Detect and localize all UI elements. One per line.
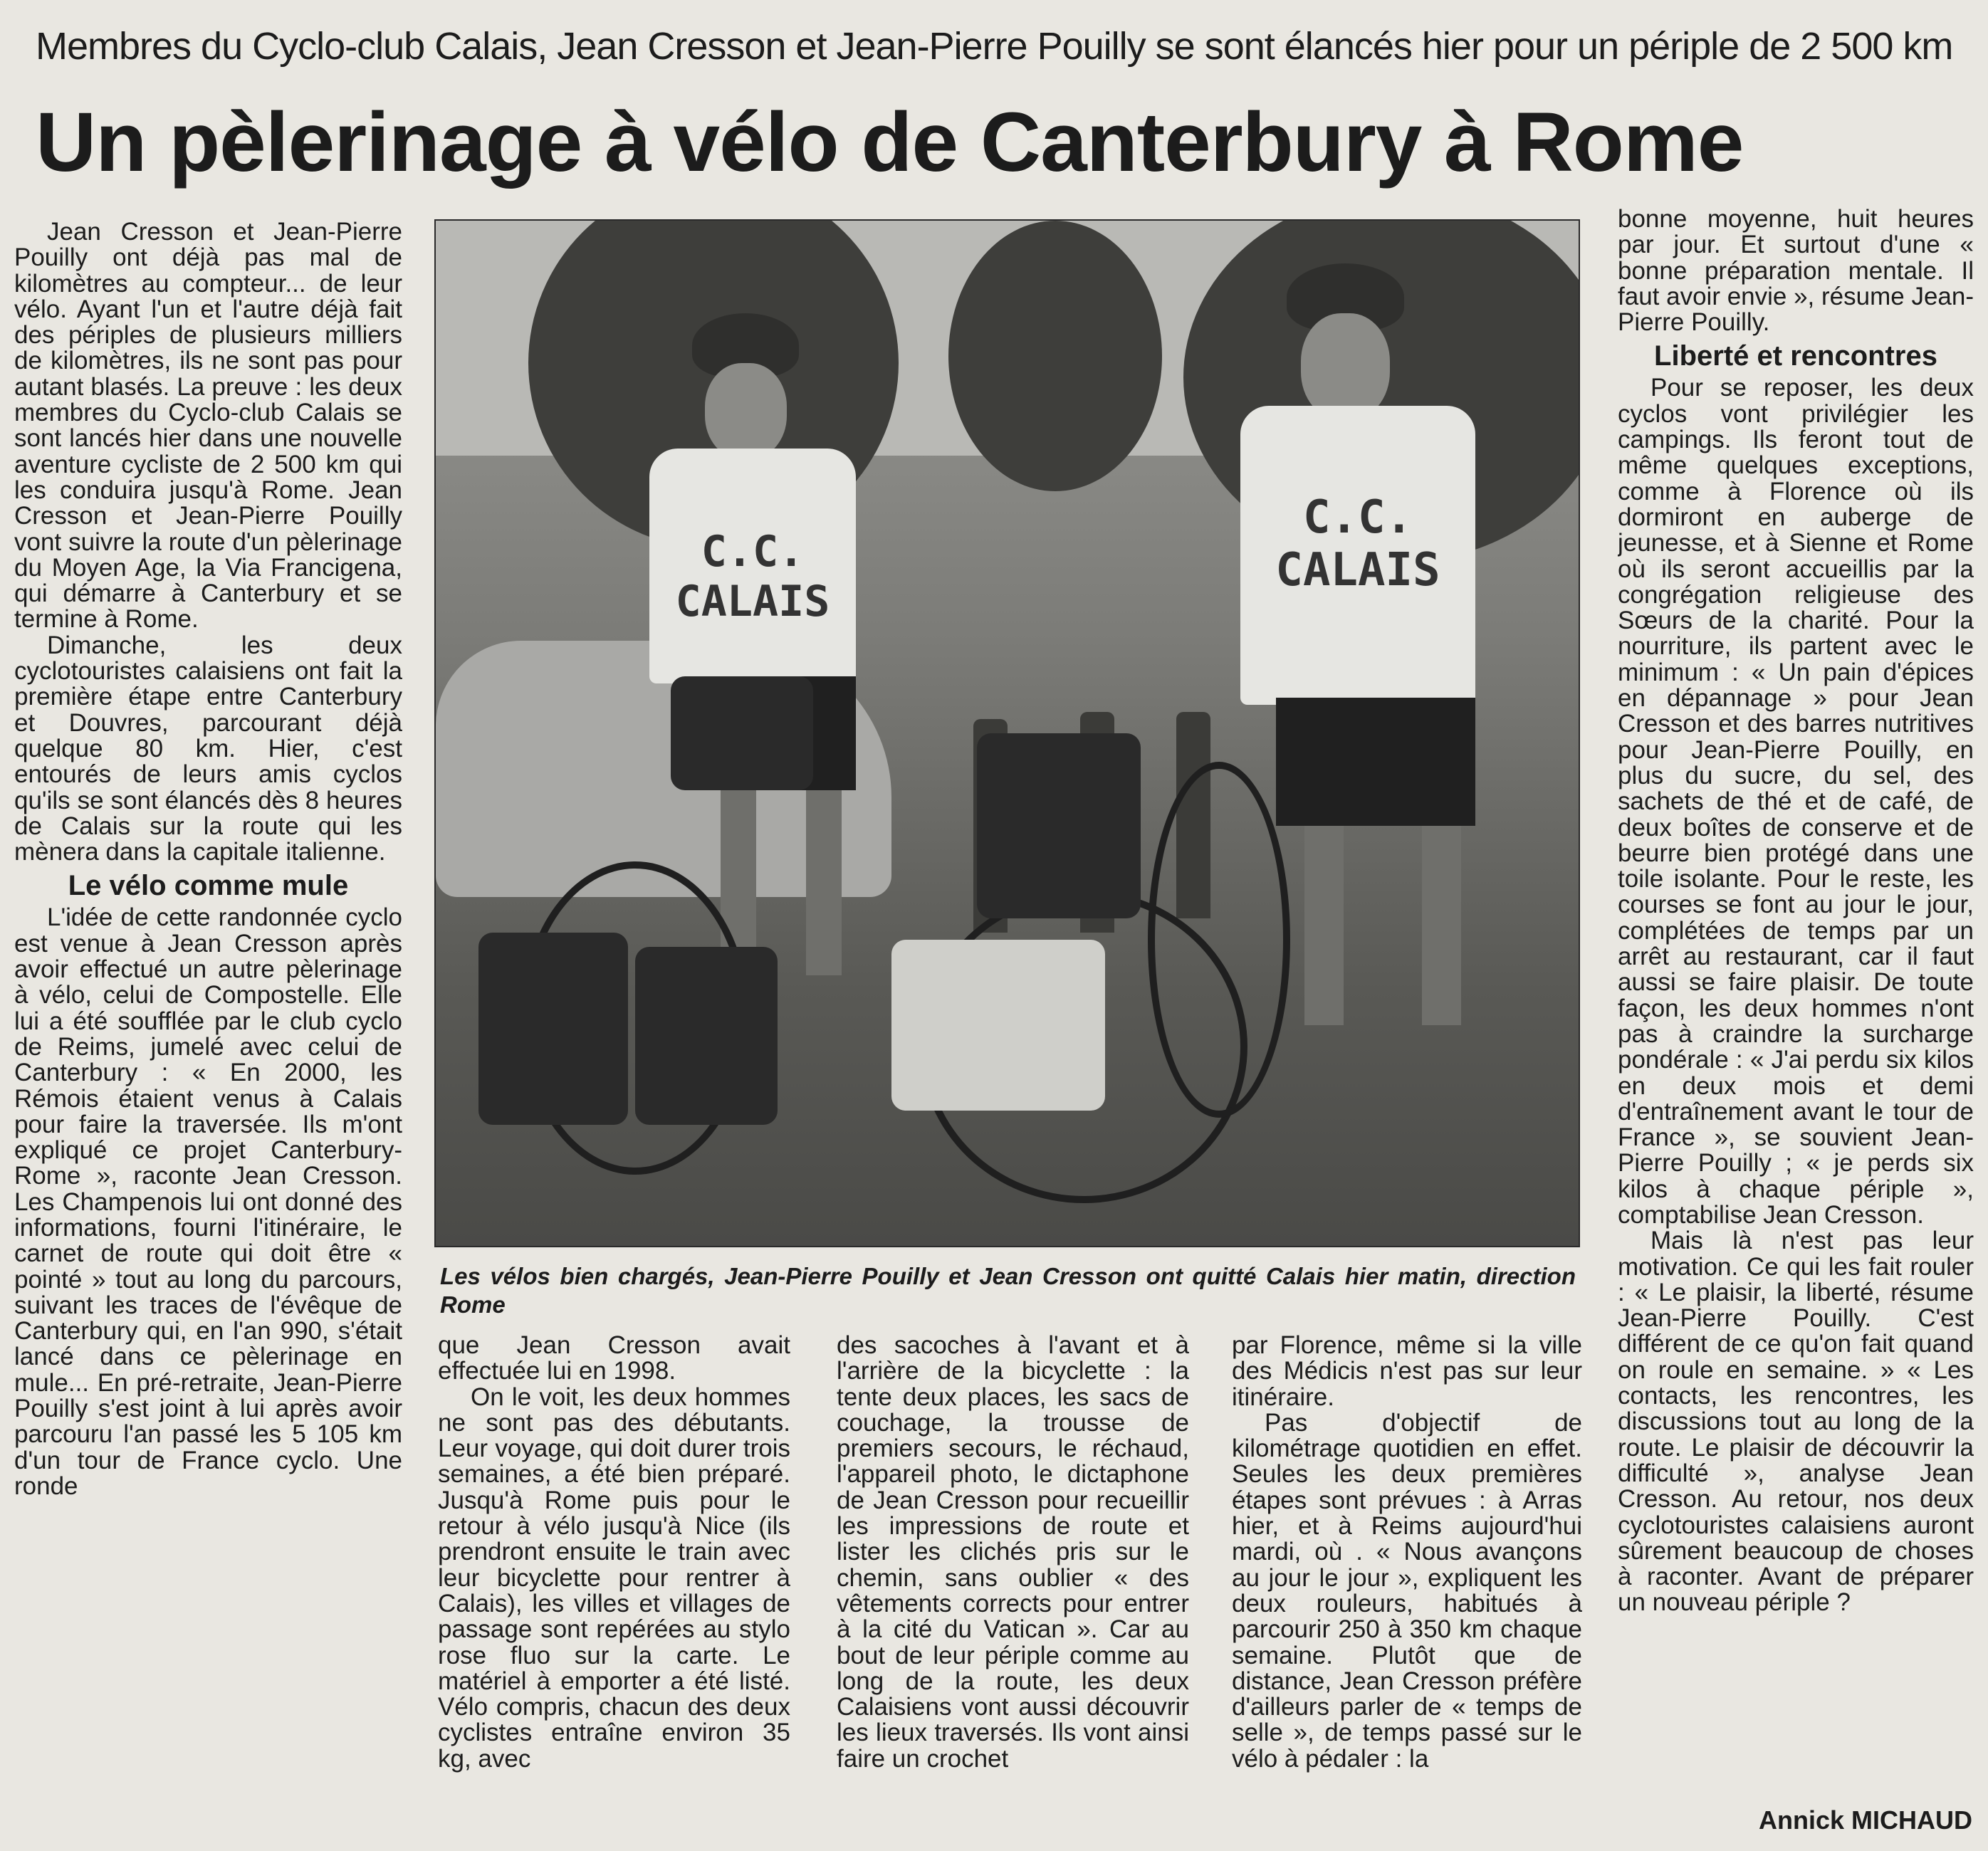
cyclist-right-leg	[1422, 826, 1461, 1025]
jersey-left-text: C.C. CALAIS	[675, 527, 830, 626]
bike-wheel	[1148, 762, 1290, 1118]
paragraph: Pas d'objectif de kilométrage quotidien en effet. Seules les deux premières étapes sont prévues : à Arras hier, et à Reims aujourd'hui mardi, où . « Nous avançons au jour le jour », expliquent les deux rouleurs, habitués à parcourir 250 à 350 km chaque semaine. Plutôt que de distance, Jean Cresson préfère d'ailleurs parler de « temps de selle », de temps passé sur le vélo à pédaler : la	[1232, 1408, 1582, 1773]
subheading: Le vélo comme mule	[68, 870, 349, 902]
cyclist-left-jersey	[649, 449, 856, 683]
cyclist-right-leg	[1304, 826, 1344, 1025]
pannier-bag	[635, 947, 778, 1125]
column-3	[837, 1333, 1189, 1842]
photo-tree	[948, 221, 1162, 491]
article-photo	[434, 219, 1580, 1247]
paragraph: Pour se reposer, les deux cyclos vont privilégier les campings. Ils feront tout de même quelques exceptions, comme à Florence où ils dormiront en auberge de jeunesse, et à Sienne et Rome où ils seront accueillis par la congrégation religieuse des Sœurs de la charité. Pour la nourriture, ils partent avec le minimum : « Un pain d'épices en dépannage » pour Jean Cresson et des barres nutritives pour Jean-Pierre Pouilly, en plus du sucre, du sel, des sachets de thé et de café, de deux boîtes de conserve et de beurre bien protégé dans une toile isolante. Pour le reste, les courses se font au jour le jour, complétées de temps par un arrêt au restaurant, car il faut aussi se faire plaisir. De toute façon, les deux hommes n'ont pas à craindre la surcharge pondérale : « J'ai perdu six kilos en deux mois et demi d'entraînement avant le tour de France », se souvient Jean-Pierre Pouilly ; « je perds six kilos à chaque périple », comptabilise Jean Cresson.	[1618, 374, 1974, 1229]
paragraph: des sacoches à l'avant et à l'arrière de la bicyclette : la tente deux places, les sacs de couchage, la trousse de premiers secours, le réchaud, l'appareil photo, le dictaphone de Jean Cresson pour recueillir les impressions de route et lister les clichés pris sur le chemin, sans oublier « des vêtements corrects pour entrer à la cité du Vatican ». Car au bout de leur périple comme au long de la route, les deux Calaisiens vont aussi découvrir les lieux traversés. Ils vont ainsi faire un crochet	[837, 1333, 1189, 1773]
article-kicker: Membres du Cyclo-club Calais, Jean Cresson et Jean-Pierre Pouilly se sont élancés hier pour un périple de 2 500 km	[36, 25, 1953, 68]
paragraph: bonne moyenne, huit heures par jour. Et surtout d'une « bonne préparation mentale. Il faut avoir envie », résume Jean-Pierre Pouilly.	[1618, 206, 1974, 337]
paragraph: Mais là n'est pas leur motivation. Ce qui les fait rouler : « Le plaisir, la liberté, résume Jean-Pierre Pouilly. C'est différent de ce qu'on fait quand on roule en semaine. » « Les contacts, les rencontres, les discussions tout au long de la route. Le plaisir de découvrir la difficulté », analyse Jean Cresson. Au retour, nos deux cyclotouristes calaisiens auront sûrement beaucoup de choses à raconter. Avant de préparer un nouveau périple ?	[1618, 1227, 1974, 1617]
paragraph: L'idée de cette randonnée cyclo est venue à Jean Cresson après avoir effectué un autre pèlerinage à vélo, celui de Compostelle. Elle lui a été soufflée par le club cyclo de Reims, jumelé avec celui de Canterbury : « En 2000, les Rémois étaient venus à Calais pour faire la traversée. Ils m'ont expliqué ce projet Canterbury-Rome », raconte Jean Cresson. Les Champenois lui ont donné des informations, fourni l'itinéraire, le carnet de route qui doit être « pointé » tout au long du parcours, suivant les traces de l'évêque de Canterbury qui, en l'an 990, s'était lancé dans ce pèlerinage en mule... En pré-retraite, Jean-Pierre Pouilly s'est joint à lui après avoir parcouru l'an passé les 5 105 km d'un tour de France cyclo. Une ronde	[14, 903, 402, 1500]
cyclist-right-shorts	[1276, 698, 1475, 826]
cyclist-right-head	[1301, 313, 1390, 420]
pannier-bag	[891, 940, 1105, 1111]
paragraph: par Florence, même si la ville des Médicis n'est pas sur leur itinéraire.	[1232, 1333, 1582, 1411]
paragraph: que Jean Cresson avait effectuée lui en 1998.	[438, 1333, 790, 1385]
subheading: Liberté et rencontres	[1654, 340, 1937, 372]
photo-caption: Les vélos bien chargés, Jean-Pierre Pouilly et Jean Cresson ont quitté Calais hier matin, direction Rome	[440, 1263, 1576, 1318]
column-1	[14, 219, 402, 1842]
paragraph: Dimanche, les deux cyclotouristes calaisiens ont fait la première étape entre Canterbury et Douvres, parcourant déjà quelque 80 km. Hier, c'est entourés de leurs amis cyclos qu'ils se sont élancés dès 8 heures de Calais sur la route qui les mènera dans la capitale italienne.	[14, 631, 402, 866]
pannier-bag	[977, 733, 1141, 918]
article-byline: Annick MICHAUD	[1758, 1805, 1972, 1835]
pannier-bag	[478, 933, 628, 1125]
column-4	[1232, 1333, 1582, 1842]
cyclist-left-head	[705, 363, 787, 459]
paragraph: Jean Cresson et Jean-Pierre Pouilly ont déjà pas mal de kilomètres au compteur... de leur vélo. Ayant l'un et l'autre déjà fait des périples de plusieurs milliers de kilomètres, ils ne sont pas pour autant blasés. La preuve : les deux membres du Cyclo-club Calais se sont lancés hier dans une nouvelle aventure cycliste de 2 500 km qui les conduira jusqu'à Rome. Jean Cresson et Jean-Pierre Pouilly vont suivre la route d'un pèlerinage du Moyen Age, la Via Francigena, qui démarre à Canterbury et se termine à Rome.	[14, 219, 402, 634]
column-2	[438, 1333, 790, 1842]
article-headline: Un pèlerinage à vélo de Canterbury à Rome	[36, 95, 1744, 189]
column-5	[1618, 206, 1974, 1830]
jersey-right-text: C.C. CALAIS	[1275, 491, 1440, 597]
cyclist-left-leg	[806, 790, 842, 975]
cyclist-right-jersey	[1240, 406, 1475, 705]
paragraph: On le voit, les deux hommes ne sont pas des débutants. Leur voyage, qui doit durer trois semaines, a été bien préparé. Jusqu'à Rome puis pour le retour à vélo jusqu'à Nice (ils prendront ensuite le train avec leur bicyclette pour rentrer à Calais), les villes et villages de passage sont repérées au stylo rose fluo sur la carte. Le matériel à emporter a été listé. Vélo compris, chacun des deux cyclistes entraîne environ 35 kg, avec	[438, 1383, 790, 1773]
handlebar-bag	[671, 676, 813, 790]
